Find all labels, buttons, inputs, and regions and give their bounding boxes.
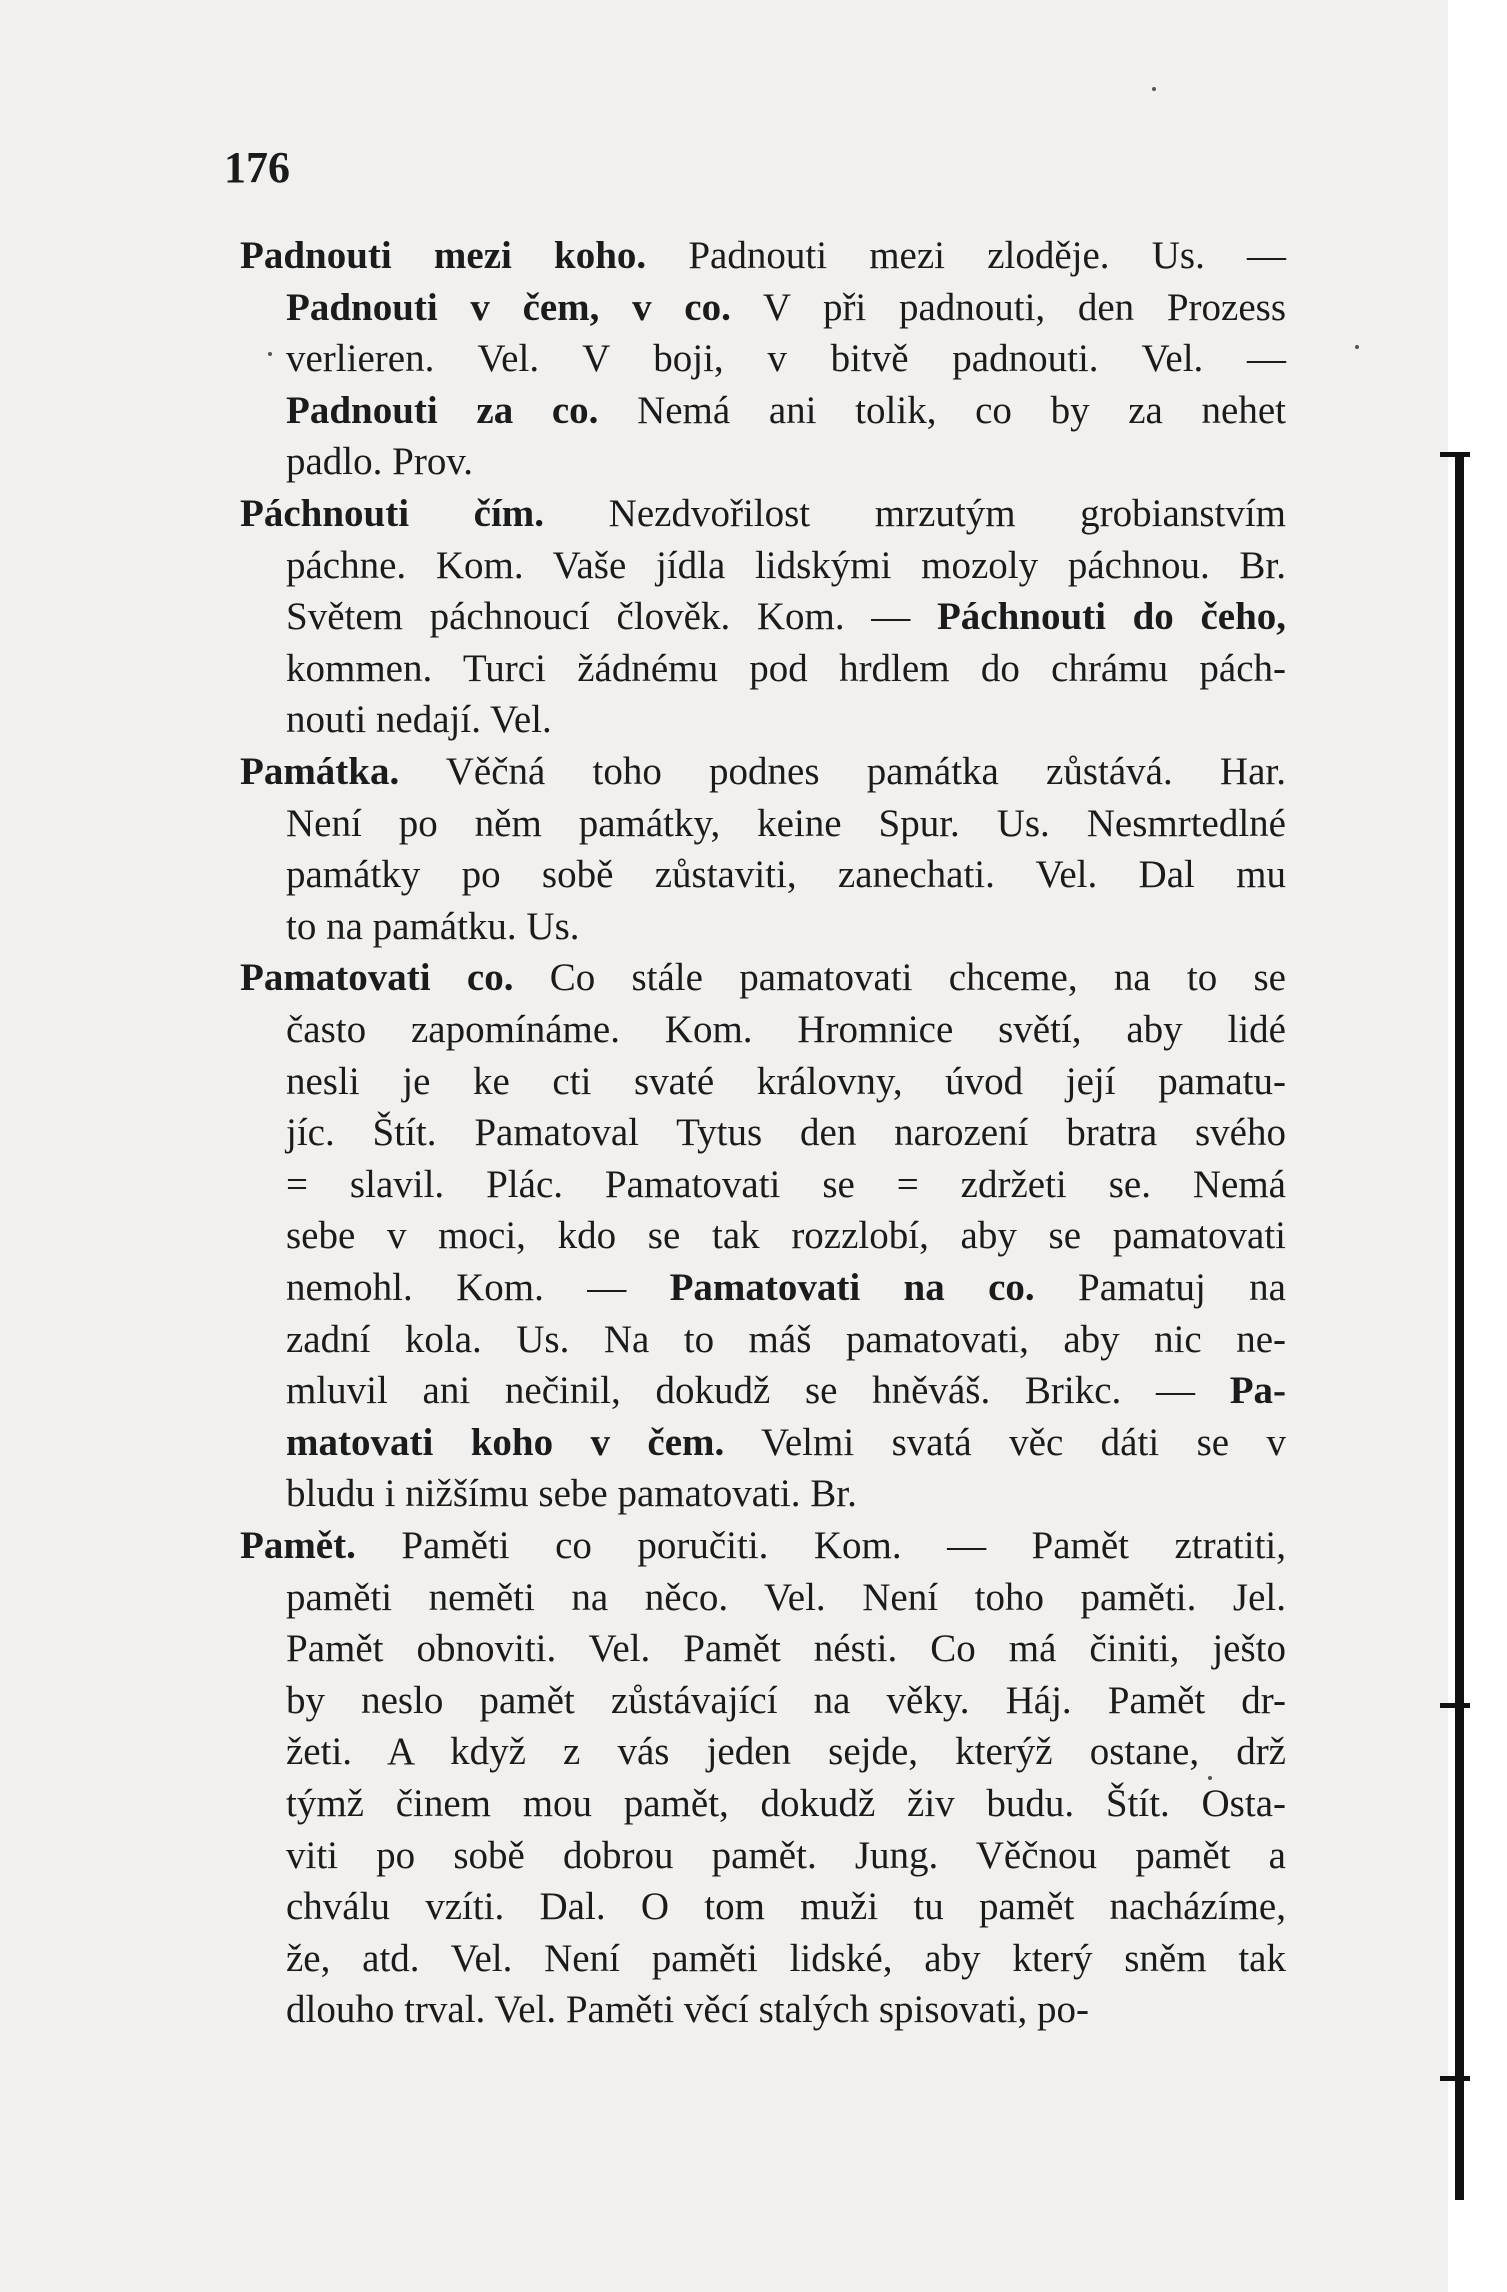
entry-first-line xyxy=(240,236,1286,275)
headword: Pamatovati co. xyxy=(240,956,514,1000)
entry-text-line xyxy=(286,1214,1286,1258)
entry-text: že, atd. Vel. Není paměti lidské, aby který sněm tak xyxy=(286,1936,1286,1980)
entry-text: Nezdvořilost mrzutým grobianstvím xyxy=(544,492,1286,535)
entry-text: často zapomínáme. Kom. Hromnice světí, aby lidé xyxy=(286,1008,1286,1051)
entry-text-line xyxy=(286,1111,1286,1155)
headword: Padnouti za co. xyxy=(286,388,599,432)
entry-text: chválu vzíti. Dal. O tom muži tu pamět nacházíme, xyxy=(286,1885,1286,1929)
entry-text-line xyxy=(286,1059,1286,1103)
entry-text: kommen. Turci žádnému pod hrdlem do chrámu pách- xyxy=(286,646,1286,690)
entry-text-line xyxy=(286,1369,1286,1413)
entry-text-line xyxy=(286,285,1286,329)
entry-text-line xyxy=(286,1010,1286,1049)
headword: Pamět. xyxy=(240,1524,356,1567)
entry-text: památky po sobě zůstaviti, zanechati. Vel. Dal mu xyxy=(286,853,1286,897)
entry-text-line xyxy=(286,698,552,742)
entry-text: nesli je ke cti svaté královny, úvod její pamatu- xyxy=(286,1059,1286,1103)
entry-text-line xyxy=(286,1936,1286,1980)
entry-text: = slavil. Plác. Pamatovati se = zdržeti se. Nemá xyxy=(286,1162,1286,1206)
entry-text: Paměti co poručiti. Kom. — Pamět ztratiti, xyxy=(355,1524,1286,1567)
entry-text: Pamatuj na xyxy=(1034,1266,1286,1309)
entry-text: týmž činem mou pamět, dokudž živ budu. Štít. Osta- xyxy=(286,1782,1286,1825)
entry-text-line xyxy=(286,1784,1286,1823)
print-speck xyxy=(268,352,272,356)
entry-text: paměti neměti na něco. Vel. Není toho paměti. Jel. xyxy=(286,1575,1286,1619)
headword: Pa- xyxy=(1229,1369,1286,1413)
entry-text-line xyxy=(286,904,580,948)
entry-text: padlo. Prov. xyxy=(286,440,474,484)
page-number: 176 xyxy=(224,143,290,192)
entry-text: Není po něm památky, keine Spur. Us. Nesmrtedlné xyxy=(286,801,1286,845)
entry-first-line xyxy=(240,956,1286,1000)
entry-text: V při padnouti, den Prozess xyxy=(730,285,1286,329)
entry-text-line xyxy=(286,853,1286,897)
entry-text: mluvil ani nečinil, dokudž se hněváš. Brikc. — xyxy=(286,1369,1230,1413)
entry-text: dlouho trval. Vel. Paměti věcí stalých spisovati, po- xyxy=(286,1988,1089,2032)
entry-text-line xyxy=(286,1268,1286,1307)
entry-text-line xyxy=(286,1162,1286,1206)
entry-text: Věčná toho podnes památka zůstává. Har. xyxy=(399,750,1286,793)
entry-first-line xyxy=(240,1526,1286,1565)
entry-text-line xyxy=(286,388,1286,432)
entry-text-line xyxy=(286,1575,1286,1619)
entry-text: sebe v moci, kdo se tak rozzlobí, aby se pamatovati xyxy=(286,1214,1286,1258)
entry-text: Velmi svatá věc dáti se v xyxy=(724,1420,1286,1464)
entry-text: by neslo pamět zůstávající na věky. Háj. Pamět dr- xyxy=(286,1678,1286,1722)
entry-text-line xyxy=(286,1627,1286,1671)
entry-text: jíc. Štít. Pamatoval Tytus den narození bratra svého xyxy=(286,1111,1286,1155)
entry-text-line xyxy=(286,1885,1286,1929)
entry-text: Padnouti mezi zloděje. Us. — xyxy=(646,234,1287,277)
entry-text-line xyxy=(286,1678,1286,1722)
print-speck xyxy=(1355,345,1359,349)
headword: Padnouti v čem, v co. xyxy=(286,285,731,329)
entry-text: Nemá ani tolik, co by za nehet xyxy=(598,388,1286,432)
entry-text: zadní kola. Us. Na to máš pamatovati, aby nic ne- xyxy=(286,1317,1286,1361)
entry-text-line xyxy=(286,1988,1089,2032)
entry-text: žeti. A když z vás jeden sejde, kterýž ostane, drž xyxy=(286,1730,1286,1774)
print-speck xyxy=(1152,87,1156,91)
entry-text-line xyxy=(286,646,1286,690)
entry-first-line xyxy=(240,752,1286,791)
entry-text: Pamět obnoviti. Vel. Pamět nésti. Co má činiti, ješto xyxy=(286,1627,1286,1671)
entry-text: viti po sobě dobrou pamět. Jung. Věčnou pamět a xyxy=(286,1833,1286,1877)
entry-text: nemohl. Kom. — xyxy=(286,1266,670,1309)
entry-text: bludu i nižšímu sebe pamatovati. Br. xyxy=(286,1472,857,1516)
headword: Páchnouti do čeho, xyxy=(936,595,1287,639)
headword: Padnouti mezi koho. xyxy=(240,234,647,277)
entry-text-line xyxy=(286,1472,857,1516)
headword: Pamatovati na co. xyxy=(669,1266,1035,1309)
entry-text-line xyxy=(286,1420,1286,1464)
entry-text-line xyxy=(286,543,1286,587)
entry-text: nouti nedají. Vel. xyxy=(286,698,552,742)
entry-text-line xyxy=(286,1730,1286,1774)
entry-text-line xyxy=(286,440,474,484)
binding-edge-bar xyxy=(1455,455,1464,2200)
entry-text-line xyxy=(286,801,1286,845)
entry-text: Co stále pamatovati chceme, na to se xyxy=(513,956,1286,1000)
entry-text-line xyxy=(286,1833,1286,1877)
entry-text-line xyxy=(286,595,1287,639)
headword: Památka. xyxy=(240,750,400,793)
entry-text-line xyxy=(286,337,1286,381)
entry-first-line xyxy=(240,494,1286,533)
entry-text: páchne. Kom. Vaše jídla lidskými mozoly páchnou. Br. xyxy=(286,543,1286,587)
headword: matovati koho v čem. xyxy=(286,1420,725,1464)
entry-text: verlieren. Vel. V boji, v bitvě padnouti. Vel. — xyxy=(286,337,1286,381)
entry-text: to na památku. Us. xyxy=(286,904,580,948)
print-speck xyxy=(1208,1776,1212,1780)
entry-text: Světem páchnoucí člověk. Kom. — xyxy=(286,595,937,639)
entry-text-line xyxy=(286,1317,1286,1361)
headword: Páchnouti čím. xyxy=(240,492,545,535)
